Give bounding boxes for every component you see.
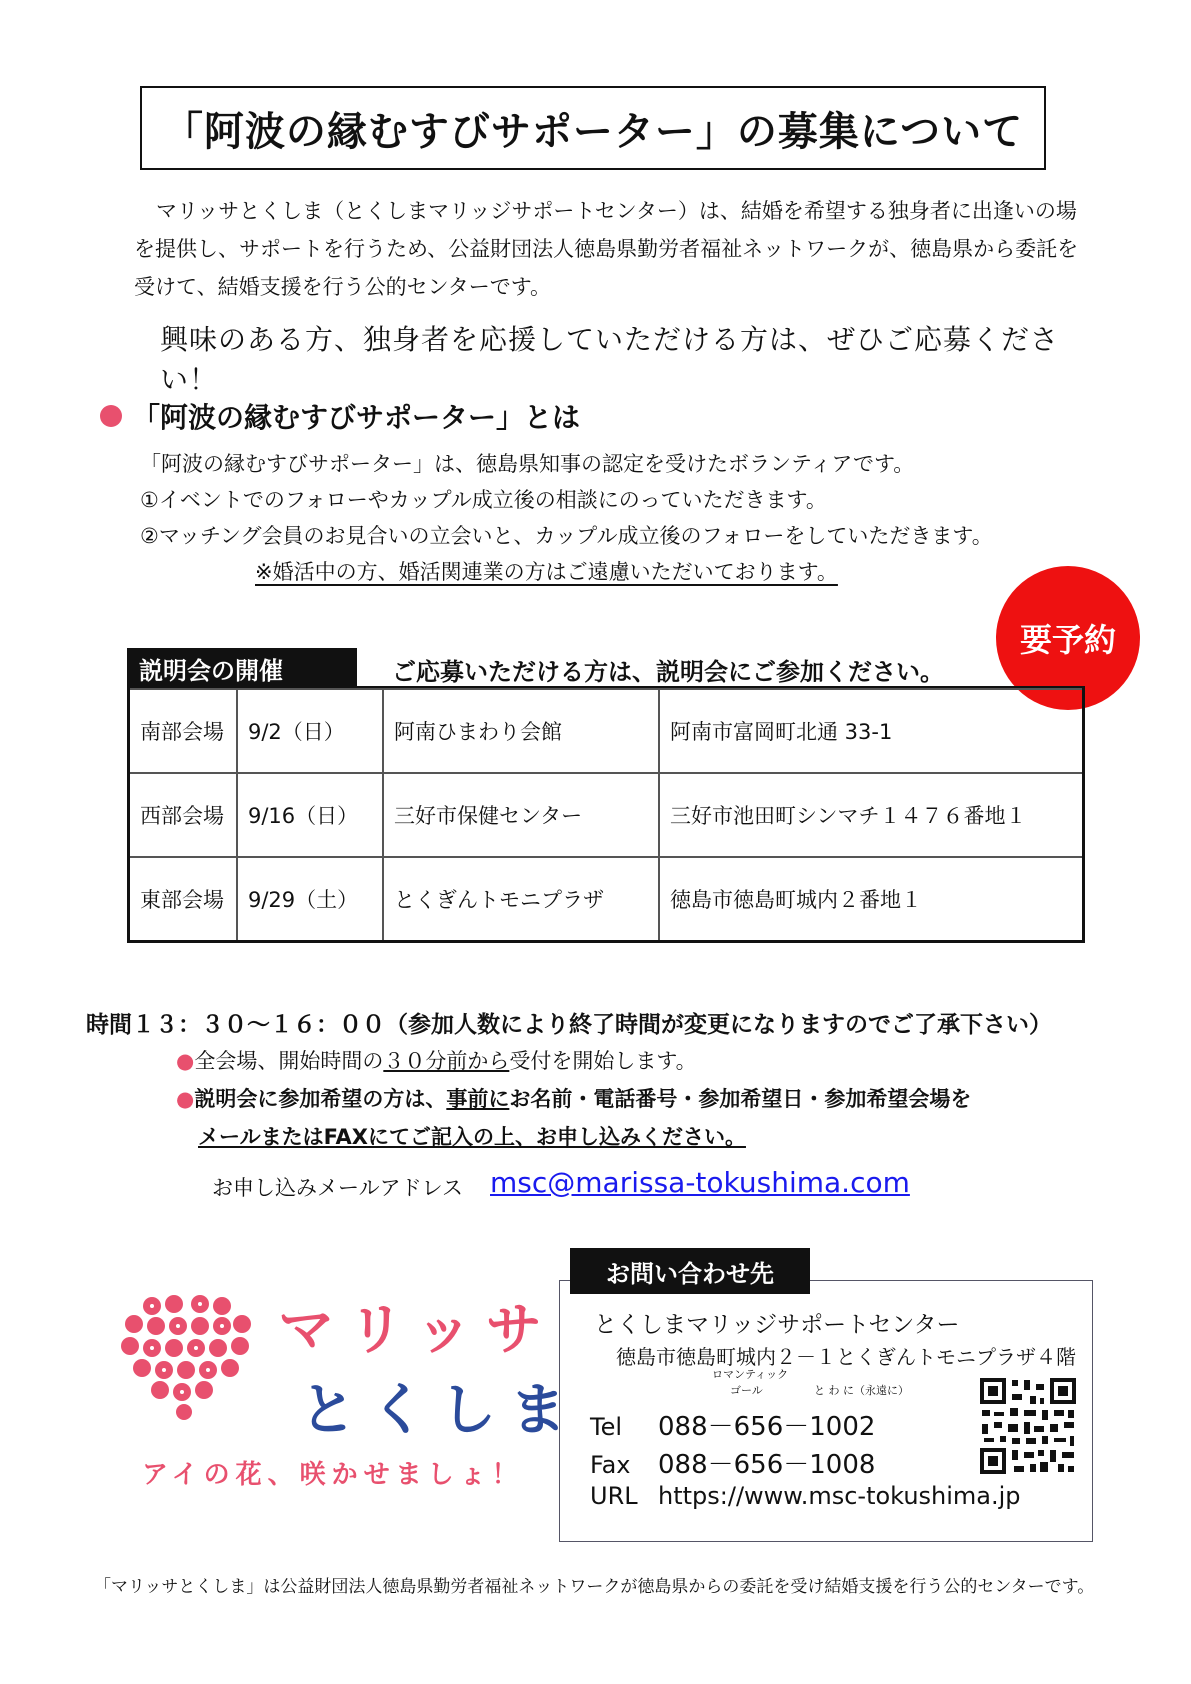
session-date: 9/16（日） [237,773,383,857]
ruby-towani: と わ に（永遠に） [814,1384,909,1397]
venue-area: 東部会場 [129,857,238,942]
ruby-goal: ゴール [730,1384,763,1397]
about-note: ※婚活中の方、婚活関連業の方はご遠慮いただいております。 [255,560,838,584]
contact-address: 徳島市徳島町城内２－１とくぎんトモニプラザ４階 [616,1345,1076,1369]
venue-name: 阿南ひまわり会館 [383,689,659,773]
ruby-romantic: ロマンティック [712,1368,789,1381]
bullet-line: ●説明会に参加希望の方は、事前にお名前・電話番号・参加希望日・参加希望会場を [176,1087,972,1111]
page-title: 「阿波の縁むすびサポーター」の募集について [140,86,1046,170]
intro-paragraph: マリッサとくしま（とくしまマリッジサポートセンター）は、結婚を希望する独身者に出逢いの場を提供し、サポートを行うため、公益財団法人徳島県勤労者福祉ネットワークが、徳島県から委託を受けて、結婚支援を行う公的センターです。 [134,199,1079,299]
email-link[interactable]: msc@marissa-tokushima.com [490,1166,910,1199]
logo-line1: マリッサ [278,1298,556,1363]
venue-name: とくぎんトモニプラザ [383,857,659,942]
contact-fax: Fax 088－656－1008 [590,1450,876,1480]
contact-tel: Tel 088－656－1002 [590,1412,876,1442]
bullet-line: メールまたはFAXにてご記入の上、お申し込みください。 [198,1125,746,1149]
session-date: 9/29（土） [237,857,383,942]
contact-url: URL https://www.msc-tokushima.jp [590,1482,1021,1510]
contact-name: とくしまマリッジサポートセンター [594,1312,960,1338]
flower-heart-logo-icon [112,1284,262,1424]
venue-address: 徳島市徳島町城内２番地１ [659,857,1084,942]
contact-tab: お問い合わせ先 [570,1248,810,1294]
logo-line2: とくしま [300,1378,580,1443]
info-bullets [176,1042,971,1156]
email-label: お申し込みメールアドレス [212,1176,463,1200]
venue-address: 三好市池田町シンマチ１４７６番地１ [659,773,1084,857]
bullet-dot-icon [100,405,122,427]
pink-dot-icon: ● [176,1087,195,1111]
reservation-badge: 要予約 [996,566,1140,710]
table-row [129,689,1084,773]
venue-area: 西部会場 [129,773,238,857]
qr-code-icon [978,1376,1078,1476]
venue-area: 南部会場 [129,689,238,773]
about-line: ①イベントでのフォローやカップル成立後の相談にのっていただきます。 [140,488,827,512]
about-line: 「阿波の縁むすびサポーター」は、徳島県知事の認定を受けたボランティアです。 [140,452,915,476]
sessions-label: 説明会の開催 [127,648,357,688]
table-row [129,857,1084,942]
pink-dot-icon: ● [176,1049,195,1073]
footer-note: 「マリッサとくしま」は公益財団法人徳島県勤労者福祉ネットワークが徳島県からの委託を受け結婚支援を行う公的センターです。 [94,1577,1095,1597]
sessions-table [127,688,1085,943]
about-lines [140,446,1090,554]
bullet-line: ●全会場、開始時間の３０分前から受付を開始します。 [176,1049,697,1073]
about-heading-text: 「阿波の縁むすびサポーター」とは [132,401,581,434]
venue-name: 三好市保健センター [383,773,659,857]
about-line: ②マッチング会員のお見合いの立会いと、カップル成立後のフォローをしていただきます。 [140,524,993,548]
venue-address: 阿南市富岡町北通 33-1 [659,689,1084,773]
table-row [129,773,1084,857]
about-heading [100,396,580,436]
logo-tagline: アイの花、咲かせましょ！ [142,1460,524,1490]
session-date: 9/2（日） [237,689,383,773]
time-info: 時間１３：３０～１６：００（参加人数により終了時間が変更になりますのでご了承下さい） [86,1012,1052,1038]
sessions-message: ご応募いただける方は、説明会にご参加ください。 [392,658,944,686]
callout-text: 興味のある方、独身者を応援していただける方は、ぜひご応募ください！ [160,323,1060,396]
